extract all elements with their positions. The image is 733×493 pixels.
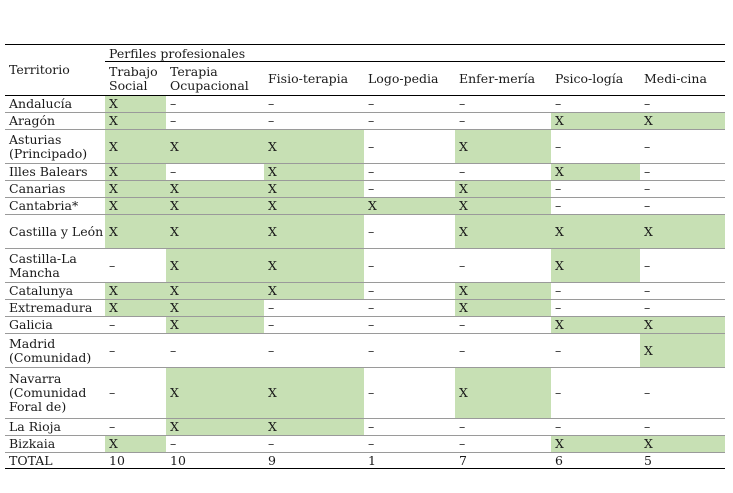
- profile-cell: –: [264, 113, 364, 130]
- profile-cell: X: [551, 113, 640, 130]
- profile-cell: –: [105, 334, 166, 368]
- profile-cell: –: [264, 300, 364, 317]
- total-cell: 7: [455, 453, 551, 469]
- profile-cell: X: [640, 215, 725, 249]
- table-row: [5, 334, 725, 368]
- profile-cell: –: [640, 249, 725, 283]
- territory-cell: Asturias (Principado): [5, 130, 105, 164]
- table-row: [5, 249, 725, 283]
- profile-cell: –: [455, 317, 551, 334]
- profile-cell: –: [551, 198, 640, 215]
- total-cell: 6: [551, 453, 640, 469]
- territory-cell: Catalunya: [5, 283, 105, 300]
- profile-cell: –: [364, 334, 455, 368]
- profile-cell: X: [166, 300, 264, 317]
- profile-cell: –: [264, 96, 364, 113]
- territory-cell: Castilla-La Mancha: [5, 249, 105, 283]
- profile-cell: –: [640, 283, 725, 300]
- profile-cell: –: [264, 436, 364, 453]
- profile-cell: X: [455, 198, 551, 215]
- territory-cell: Aragón: [5, 113, 105, 130]
- profile-cell: X: [105, 300, 166, 317]
- profile-cell: X: [640, 436, 725, 453]
- profile-cell: –: [105, 368, 166, 419]
- profile-cell: –: [364, 317, 455, 334]
- total-cell: 9: [264, 453, 364, 469]
- profile-cell: X: [264, 249, 364, 283]
- table-row: [5, 130, 725, 164]
- territory-cell: Bizkaia: [5, 436, 105, 453]
- total-cell: 10: [105, 453, 166, 469]
- territory-cell: Castilla y León: [5, 215, 105, 249]
- profile-cell: X: [166, 249, 264, 283]
- profile-cell: –: [551, 334, 640, 368]
- profile-cell: –: [551, 283, 640, 300]
- profile-cell: X: [640, 113, 725, 130]
- table-row: [5, 436, 725, 453]
- profile-cell: –: [640, 368, 725, 419]
- profile-cell: –: [455, 164, 551, 181]
- profile-cell: X: [105, 181, 166, 198]
- profile-cell: –: [364, 283, 455, 300]
- total-cell: 1: [364, 453, 455, 469]
- profile-cell: –: [364, 164, 455, 181]
- profile-cell: –: [166, 164, 264, 181]
- total-row: [5, 453, 725, 469]
- profile-cell: –: [455, 113, 551, 130]
- profile-cell: –: [640, 419, 725, 436]
- profile-cell: –: [166, 436, 264, 453]
- profile-cell: –: [455, 334, 551, 368]
- profile-cell: X: [455, 215, 551, 249]
- profile-cell: –: [364, 215, 455, 249]
- table-row: [5, 181, 725, 198]
- column-header: Terapia Ocupacional: [166, 62, 264, 96]
- profile-cell: X: [264, 198, 364, 215]
- profile-cell: X: [455, 300, 551, 317]
- profile-cell: X: [166, 283, 264, 300]
- profile-cell: X: [105, 283, 166, 300]
- profile-cell: –: [166, 334, 264, 368]
- profile-cell: –: [640, 198, 725, 215]
- profile-cell: X: [105, 164, 166, 181]
- profile-cell: X: [105, 436, 166, 453]
- profile-cell: X: [455, 368, 551, 419]
- profile-cell: –: [455, 96, 551, 113]
- profiles-group-header: Perfiles profesionales: [105, 45, 725, 62]
- profile-cell: –: [551, 96, 640, 113]
- profile-cell: –: [640, 181, 725, 198]
- profile-cell: –: [551, 130, 640, 164]
- territory-cell: Galicia: [5, 317, 105, 334]
- column-header: Fisio-terapia: [264, 62, 364, 96]
- table-row: [5, 113, 725, 130]
- profile-cell: –: [166, 113, 264, 130]
- territory-cell: La Rioja: [5, 419, 105, 436]
- profile-cell: X: [640, 317, 725, 334]
- column-header: Psico-logía: [551, 62, 640, 96]
- table-row: [5, 368, 725, 419]
- profile-cell: X: [166, 419, 264, 436]
- profile-cell: X: [105, 96, 166, 113]
- profile-cell: –: [551, 368, 640, 419]
- profile-cell: –: [455, 436, 551, 453]
- profile-cell: –: [551, 419, 640, 436]
- profile-cell: X: [166, 368, 264, 419]
- profile-cell: –: [640, 164, 725, 181]
- professional-profiles-table: [5, 44, 725, 469]
- profile-cell: –: [105, 249, 166, 283]
- profile-cell: X: [166, 181, 264, 198]
- table-row: [5, 198, 725, 215]
- table-row: [5, 215, 725, 249]
- profile-cell: X: [640, 334, 725, 368]
- territory-cell: Madrid (Comunidad): [5, 334, 105, 368]
- territory-cell: Andalucía: [5, 96, 105, 113]
- table-row: [5, 300, 725, 317]
- profile-cell: –: [640, 130, 725, 164]
- profile-cell: X: [551, 164, 640, 181]
- profile-cell: –: [364, 113, 455, 130]
- profile-cell: X: [264, 164, 364, 181]
- profile-cell: X: [264, 130, 364, 164]
- profile-cell: –: [364, 96, 455, 113]
- profile-cell: X: [166, 215, 264, 249]
- profile-cell: X: [264, 419, 364, 436]
- profile-cell: –: [264, 334, 364, 368]
- profile-cell: –: [551, 181, 640, 198]
- profile-cell: –: [455, 419, 551, 436]
- profile-cell: X: [105, 130, 166, 164]
- column-header: Enfer-mería: [455, 62, 551, 96]
- profile-cell: –: [364, 419, 455, 436]
- table-row: [5, 419, 725, 436]
- table-row: [5, 96, 725, 113]
- profile-cell: –: [264, 317, 364, 334]
- profile-cell: –: [640, 300, 725, 317]
- territory-cell: Illes Balears: [5, 164, 105, 181]
- territory-cell: Navarra (Comunidad Foral de): [5, 368, 105, 419]
- total-cell: 10: [166, 453, 264, 469]
- profile-cell: X: [105, 113, 166, 130]
- column-header: Medi-cina: [640, 62, 725, 96]
- profile-cell: –: [364, 249, 455, 283]
- table-row: [5, 164, 725, 181]
- profile-cell: –: [105, 419, 166, 436]
- territory-cell: Extremadura: [5, 300, 105, 317]
- profile-cell: –: [364, 181, 455, 198]
- profile-cell: X: [264, 181, 364, 198]
- profile-cell: X: [166, 130, 264, 164]
- column-header: Logo-pedia: [364, 62, 455, 96]
- profile-cell: –: [166, 96, 264, 113]
- profile-cell: X: [105, 198, 166, 215]
- profile-cell: X: [551, 215, 640, 249]
- table-body: [5, 96, 725, 469]
- profile-cell: X: [551, 249, 640, 283]
- total-label: TOTAL: [5, 453, 105, 469]
- profile-cell: X: [455, 130, 551, 164]
- column-header: Trabajo Social: [105, 62, 166, 96]
- territory-cell: Cantabria*: [5, 198, 105, 215]
- profile-cell: X: [455, 283, 551, 300]
- profile-cell: X: [105, 215, 166, 249]
- profile-cell: –: [640, 96, 725, 113]
- profile-cell: X: [166, 198, 264, 215]
- profile-cell: –: [364, 368, 455, 419]
- profile-cell: X: [166, 317, 264, 334]
- profile-cell: –: [364, 130, 455, 164]
- territory-cell: Canarias: [5, 181, 105, 198]
- profile-cell: X: [551, 317, 640, 334]
- profile-cell: X: [455, 181, 551, 198]
- profile-cell: X: [264, 283, 364, 300]
- profile-cell: X: [364, 198, 455, 215]
- profile-cell: –: [364, 300, 455, 317]
- profile-cell: X: [551, 436, 640, 453]
- table-row: [5, 317, 725, 334]
- profile-cell: X: [264, 215, 364, 249]
- profile-cell: –: [455, 249, 551, 283]
- profile-cell: X: [264, 368, 364, 419]
- profile-cell: –: [364, 436, 455, 453]
- table-row: [5, 283, 725, 300]
- territory-header: Territorio: [5, 45, 105, 96]
- total-cell: 5: [640, 453, 725, 469]
- profile-cell: –: [551, 300, 640, 317]
- profile-cell: –: [105, 317, 166, 334]
